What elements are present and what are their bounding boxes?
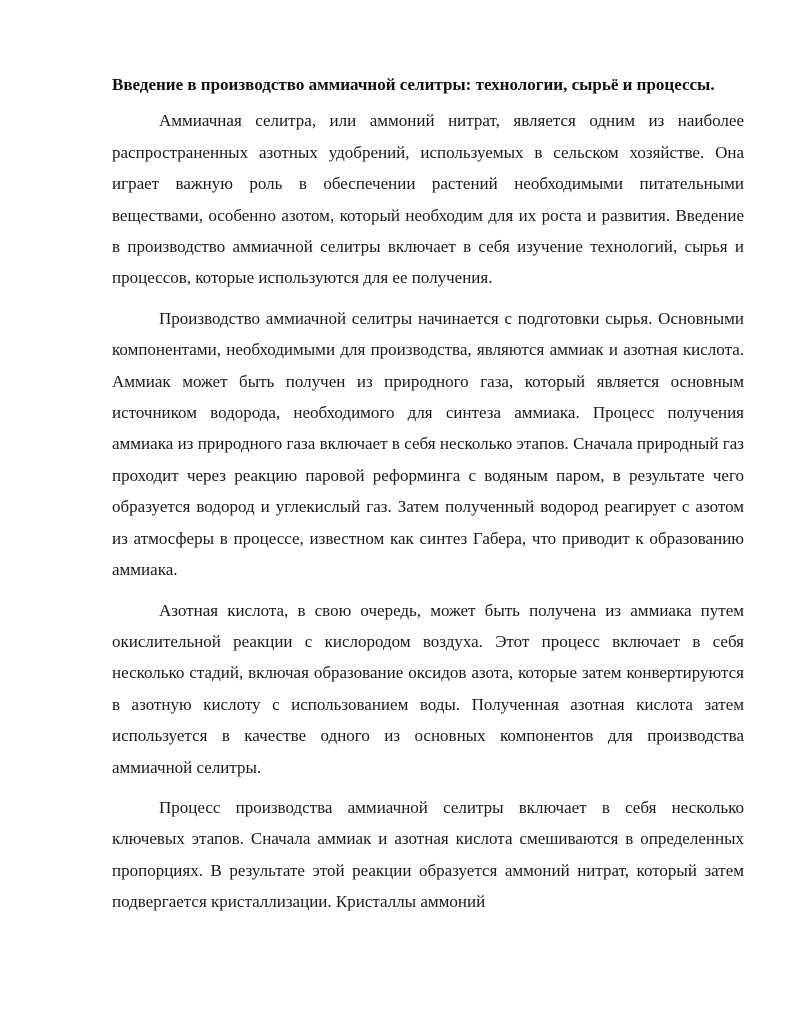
paragraph-intro: Аммиачная селитра, или аммоний нитрат, является одним из наиболее распространенных азотных удобрений, используемых в сельском хозяйстве. Она играет важную роль в обеспечении растений необходимыми питательными веществами, особенно азотом, который необходим для их роста и развития. Введение в производство аммиачной селитры включает в себя изучение технологий, сырья и процессов, которые используются для ее получения. — [112, 111, 744, 288]
paragraph-raw-materials: Производство аммиачной селитры начинается с подготовки сырья. Основными компонентами, необходимыми для производства, являются аммиак и азотная кислота. Аммиак может быть получен из природного газа, который является основным источником водорода, необходимого для синтеза аммиака. Процесс получения аммиака из природного газа включает в себя несколько этапов. Сначала природный газ проходит через реакцию паровой реформинга с водяным паром, в результате чего образуется водород и углекислый газ. Затем полученный водород реагирует с азотом из атмосферы в процессе, известном как синтез Габера, что приводит к образованию аммиака. — [112, 308, 744, 580]
document-body — [112, 69, 744, 927]
document-title: Введение в производство аммиачной селитры: технологии, сырьё и процессы. — [112, 75, 715, 94]
paragraph-production-process: Процесс производства аммиачной селитры включает в себя несколько ключевых этапов. Сначала аммиак и азотная кислота смешиваются в определенных пропорциях. В результате этой реакции образуется аммоний нитрат, который затем подвергается кристаллизации. Кристаллы аммоний — [112, 797, 744, 912]
paragraph-nitric-acid: Азотная кислота, в свою очередь, может быть получена из аммиака путем окислительной реакции с кислородом воздуха. Этот процесс включает в себя несколько стадий, включая образование оксидов азота, которые затем конвертируются в азотную кислоту с использованием воды. Полученная азотная кислота затем используется в качестве одного из основных компонентов для производства аммиачной селитры. — [112, 600, 744, 777]
